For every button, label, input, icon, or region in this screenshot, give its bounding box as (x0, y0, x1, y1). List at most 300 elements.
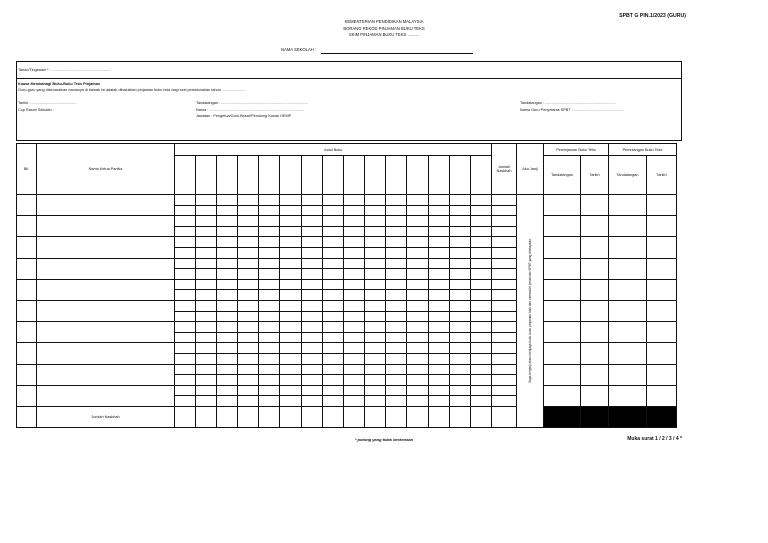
copies-cell[interactable] (280, 364, 302, 375)
copies-cell[interactable] (429, 237, 450, 248)
copies-cell[interactable] (344, 353, 365, 364)
copies-cell[interactable] (386, 195, 407, 206)
copies-cell[interactable] (238, 247, 259, 258)
copies-cell[interactable] (386, 226, 407, 237)
copies-cell[interactable] (217, 195, 238, 206)
copies-cell[interactable] (302, 279, 323, 290)
copies-cell[interactable] (386, 247, 407, 258)
total-copies-cell[interactable] (196, 406, 217, 427)
copies-cell[interactable] (302, 322, 323, 333)
copies-cell[interactable] (429, 279, 450, 290)
copies-cell[interactable] (386, 269, 407, 280)
total-copies-cell[interactable] (344, 406, 365, 427)
copies-cell[interactable] (471, 258, 492, 269)
copies-cell[interactable] (175, 332, 196, 343)
copies-cell[interactable] (471, 343, 492, 354)
issue-signature-cell[interactable] (544, 343, 581, 364)
copies-cell[interactable] (429, 322, 450, 333)
copies-cell[interactable] (196, 332, 217, 343)
copies-cell[interactable] (302, 195, 323, 206)
total-cell[interactable] (492, 385, 517, 396)
copies-cell[interactable] (175, 195, 196, 206)
copies-cell[interactable] (344, 311, 365, 322)
copies-cell[interactable] (280, 269, 302, 280)
copies-cell[interactable] (217, 269, 238, 280)
copies-cell[interactable] (280, 353, 302, 364)
copies-cell[interactable] (407, 237, 429, 248)
return-signature-cell[interactable] (609, 300, 647, 321)
copies-cell[interactable] (280, 385, 302, 396)
copies-cell[interactable] (365, 290, 386, 301)
copies-cell[interactable] (429, 195, 450, 206)
copies-cell[interactable] (365, 237, 386, 248)
copies-cell[interactable] (344, 385, 365, 396)
copies-cell[interactable] (344, 290, 365, 301)
issue-signature-cell[interactable] (544, 385, 581, 406)
copies-cell[interactable] (323, 353, 344, 364)
copies-cell[interactable] (407, 269, 429, 280)
copies-cell[interactable] (238, 375, 259, 386)
return-signature-cell[interactable] (609, 195, 647, 216)
copies-cell[interactable] (196, 216, 217, 227)
copies-cell[interactable] (175, 311, 196, 322)
return-date-cell[interactable] (647, 322, 677, 343)
return-date-cell[interactable] (647, 216, 677, 237)
total-cell[interactable] (492, 322, 517, 333)
copies-cell[interactable] (238, 322, 259, 333)
issue-signature-cell[interactable] (544, 279, 581, 300)
copies-cell[interactable] (407, 205, 429, 216)
copies-cell[interactable] (217, 290, 238, 301)
issue-date-cell[interactable] (581, 237, 609, 258)
bil-cell[interactable] (17, 258, 37, 279)
copies-cell[interactable] (471, 385, 492, 396)
copies-cell[interactable] (365, 269, 386, 280)
copies-cell[interactable] (344, 258, 365, 269)
copies-cell[interactable] (407, 216, 429, 227)
copies-cell[interactable] (471, 216, 492, 227)
copies-cell[interactable] (323, 322, 344, 333)
copies-cell[interactable] (238, 269, 259, 280)
total-cell[interactable] (492, 226, 517, 237)
copies-cell[interactable] (280, 216, 302, 227)
copies-cell[interactable] (450, 237, 471, 248)
copies-cell[interactable] (196, 353, 217, 364)
copies-cell[interactable] (386, 237, 407, 248)
copies-cell[interactable] (450, 332, 471, 343)
total-cell[interactable] (492, 343, 517, 354)
copies-cell[interactable] (471, 205, 492, 216)
coordinator-signature-field[interactable]: Tandatangan : .................................................................. (520, 101, 615, 105)
copies-cell[interactable] (217, 258, 238, 269)
copies-cell[interactable] (238, 332, 259, 343)
copies-cell[interactable] (196, 290, 217, 301)
copies-cell[interactable] (302, 300, 323, 311)
copies-cell[interactable] (175, 353, 196, 364)
copies-cell[interactable] (365, 375, 386, 386)
copies-cell[interactable] (386, 279, 407, 290)
copies-cell[interactable] (196, 375, 217, 386)
book-title-cell[interactable] (238, 156, 259, 195)
copies-cell[interactable] (344, 396, 365, 407)
total-cell[interactable] (492, 205, 517, 216)
copies-cell[interactable] (386, 290, 407, 301)
copies-cell[interactable] (429, 396, 450, 407)
copies-cell[interactable] (323, 364, 344, 375)
copies-cell[interactable] (323, 216, 344, 227)
copies-cell[interactable] (471, 226, 492, 237)
copies-cell[interactable] (386, 311, 407, 322)
copies-cell[interactable] (238, 237, 259, 248)
copies-cell[interactable] (259, 205, 280, 216)
copies-cell[interactable] (471, 353, 492, 364)
copies-cell[interactable] (429, 216, 450, 227)
total-cell[interactable] (492, 353, 517, 364)
copies-cell[interactable] (196, 322, 217, 333)
copies-cell[interactable] (302, 343, 323, 354)
copies-cell[interactable] (196, 226, 217, 237)
copies-cell[interactable] (302, 364, 323, 375)
copies-cell[interactable] (175, 247, 196, 258)
copies-cell[interactable] (217, 279, 238, 290)
copies-cell[interactable] (259, 279, 280, 290)
copies-cell[interactable] (471, 247, 492, 258)
copies-cell[interactable] (386, 385, 407, 396)
book-title-cell[interactable] (323, 156, 344, 195)
copies-cell[interactable] (323, 205, 344, 216)
copies-cell[interactable] (450, 343, 471, 354)
copies-cell[interactable] (365, 279, 386, 290)
copies-cell[interactable] (175, 258, 196, 269)
name-cell[interactable] (37, 279, 175, 300)
copies-cell[interactable] (344, 300, 365, 311)
copies-cell[interactable] (217, 385, 238, 396)
copies-cell[interactable] (386, 205, 407, 216)
copies-cell[interactable] (429, 226, 450, 237)
copies-cell[interactable] (217, 300, 238, 311)
copies-cell[interactable] (302, 226, 323, 237)
copies-cell[interactable] (323, 290, 344, 301)
copies-cell[interactable] (471, 322, 492, 333)
bil-cell[interactable] (17, 195, 37, 216)
copies-cell[interactable] (302, 205, 323, 216)
total-cell[interactable] (492, 364, 517, 375)
copies-cell[interactable] (238, 290, 259, 301)
copies-cell[interactable] (259, 300, 280, 311)
total-copies-cell[interactable] (238, 406, 259, 427)
return-date-cell[interactable] (647, 237, 677, 258)
copies-cell[interactable] (386, 216, 407, 227)
copies-cell[interactable] (407, 258, 429, 269)
total-copies-cell[interactable] (471, 406, 492, 427)
copies-cell[interactable] (196, 258, 217, 269)
copies-cell[interactable] (175, 300, 196, 311)
copies-cell[interactable] (302, 332, 323, 343)
copies-cell[interactable] (344, 216, 365, 227)
copies-cell[interactable] (471, 300, 492, 311)
return-signature-cell[interactable] (609, 258, 647, 279)
book-title-cell[interactable] (344, 156, 365, 195)
copies-cell[interactable] (407, 396, 429, 407)
book-title-cell[interactable] (259, 156, 280, 195)
name-cell[interactable] (37, 216, 175, 237)
return-signature-cell[interactable] (609, 343, 647, 364)
copies-cell[interactable] (323, 258, 344, 269)
copies-cell[interactable] (365, 385, 386, 396)
copies-cell[interactable] (302, 269, 323, 280)
copies-cell[interactable] (450, 195, 471, 206)
copies-cell[interactable] (196, 311, 217, 322)
bil-cell[interactable] (17, 343, 37, 364)
copies-cell[interactable] (217, 375, 238, 386)
copies-cell[interactable] (323, 343, 344, 354)
copies-cell[interactable] (175, 364, 196, 375)
issue-date-cell[interactable] (581, 258, 609, 279)
copies-cell[interactable] (175, 279, 196, 290)
copies-cell[interactable] (323, 269, 344, 280)
copies-cell[interactable] (365, 195, 386, 206)
return-date-cell[interactable] (647, 279, 677, 300)
issue-signature-cell[interactable] (544, 364, 581, 385)
copies-cell[interactable] (302, 311, 323, 322)
issue-date-cell[interactable] (581, 300, 609, 321)
copies-cell[interactable] (280, 205, 302, 216)
copies-cell[interactable] (280, 237, 302, 248)
bil-cell[interactable] (17, 279, 37, 300)
copies-cell[interactable] (407, 353, 429, 364)
copies-cell[interactable] (323, 375, 344, 386)
copies-cell[interactable] (217, 205, 238, 216)
copies-cell[interactable] (280, 300, 302, 311)
copies-cell[interactable] (175, 343, 196, 354)
copies-cell[interactable] (429, 290, 450, 301)
total-cell[interactable] (492, 290, 517, 301)
total-cell[interactable] (492, 216, 517, 227)
copies-cell[interactable] (429, 343, 450, 354)
total-copies-cell[interactable] (217, 406, 238, 427)
copies-cell[interactable] (196, 343, 217, 354)
name-cell[interactable] (37, 364, 175, 385)
copies-cell[interactable] (280, 195, 302, 206)
total-cell[interactable] (492, 237, 517, 248)
copies-cell[interactable] (280, 258, 302, 269)
return-signature-cell[interactable] (609, 237, 647, 258)
copies-cell[interactable] (407, 332, 429, 343)
copies-cell[interactable] (280, 375, 302, 386)
total-copies-cell[interactable] (429, 406, 450, 427)
copies-cell[interactable] (471, 279, 492, 290)
bil-cell[interactable] (17, 364, 37, 385)
copies-cell[interactable] (450, 385, 471, 396)
book-title-cell[interactable] (407, 156, 429, 195)
copies-cell[interactable] (407, 195, 429, 206)
copies-cell[interactable] (238, 311, 259, 322)
total-cell[interactable] (492, 332, 517, 343)
copies-cell[interactable] (259, 269, 280, 280)
copies-cell[interactable] (280, 311, 302, 322)
copies-cell[interactable] (407, 279, 429, 290)
copies-cell[interactable] (323, 279, 344, 290)
copies-cell[interactable] (259, 353, 280, 364)
copies-cell[interactable] (429, 353, 450, 364)
copies-cell[interactable] (365, 322, 386, 333)
bil-cell[interactable] (17, 237, 37, 258)
copies-cell[interactable] (280, 332, 302, 343)
issue-date-cell[interactable] (581, 385, 609, 406)
copies-cell[interactable] (217, 216, 238, 227)
copies-cell[interactable] (365, 332, 386, 343)
book-title-cell[interactable] (471, 156, 492, 195)
copies-cell[interactable] (365, 300, 386, 311)
total-copies-cell[interactable] (302, 406, 323, 427)
copies-cell[interactable] (429, 375, 450, 386)
copies-cell[interactable] (429, 385, 450, 396)
copies-cell[interactable] (323, 332, 344, 343)
copies-cell[interactable] (259, 216, 280, 227)
copies-cell[interactable] (365, 205, 386, 216)
copies-cell[interactable] (429, 258, 450, 269)
copies-cell[interactable] (238, 226, 259, 237)
copies-cell[interactable] (344, 226, 365, 237)
copies-cell[interactable] (429, 311, 450, 322)
copies-cell[interactable] (471, 237, 492, 248)
copies-cell[interactable] (450, 205, 471, 216)
copies-cell[interactable] (429, 247, 450, 258)
bil-cell[interactable] (17, 322, 37, 343)
copies-cell[interactable] (217, 364, 238, 375)
copies-cell[interactable] (471, 195, 492, 206)
total-copies-cell[interactable] (407, 406, 429, 427)
copies-cell[interactable] (259, 364, 280, 375)
book-title-cell[interactable] (217, 156, 238, 195)
copies-cell[interactable] (217, 226, 238, 237)
copies-cell[interactable] (196, 364, 217, 375)
copies-cell[interactable] (450, 322, 471, 333)
copies-cell[interactable] (407, 322, 429, 333)
copies-cell[interactable] (175, 216, 196, 227)
copies-cell[interactable] (471, 269, 492, 280)
copies-cell[interactable] (386, 343, 407, 354)
date-field[interactable]: Tarikh : ........................................... (18, 101, 77, 105)
copies-cell[interactable] (217, 332, 238, 343)
copies-cell[interactable] (175, 385, 196, 396)
total-cell[interactable] (492, 300, 517, 311)
copies-cell[interactable] (259, 237, 280, 248)
copies-cell[interactable] (259, 226, 280, 237)
copies-cell[interactable] (238, 364, 259, 375)
return-date-cell[interactable] (647, 364, 677, 385)
copies-cell[interactable] (471, 290, 492, 301)
copies-cell[interactable] (344, 322, 365, 333)
copies-cell[interactable] (365, 216, 386, 227)
copies-cell[interactable] (217, 247, 238, 258)
total-copies-cell[interactable] (450, 406, 471, 427)
copies-cell[interactable] (365, 226, 386, 237)
copies-cell[interactable] (386, 353, 407, 364)
copies-cell[interactable] (365, 364, 386, 375)
copies-cell[interactable] (471, 332, 492, 343)
issue-signature-cell[interactable] (544, 237, 581, 258)
copies-cell[interactable] (175, 237, 196, 248)
copies-cell[interactable] (407, 247, 429, 258)
copies-cell[interactable] (429, 205, 450, 216)
copies-cell[interactable] (280, 290, 302, 301)
name-cell[interactable] (37, 343, 175, 364)
copies-cell[interactable] (429, 332, 450, 343)
return-date-cell[interactable] (647, 258, 677, 279)
copies-cell[interactable] (450, 258, 471, 269)
copies-cell[interactable] (471, 364, 492, 375)
copies-cell[interactable] (450, 290, 471, 301)
total-cell[interactable] (492, 258, 517, 269)
return-signature-cell[interactable] (609, 216, 647, 237)
copies-cell[interactable] (196, 385, 217, 396)
book-title-cell[interactable] (302, 156, 323, 195)
return-date-cell[interactable] (647, 300, 677, 321)
copies-cell[interactable] (365, 343, 386, 354)
total-cell[interactable] (492, 247, 517, 258)
copies-cell[interactable] (302, 385, 323, 396)
principal-signature-field[interactable]: Tandatangan : .................................................................................. (196, 101, 308, 105)
copies-cell[interactable] (196, 300, 217, 311)
total-copies-cell[interactable] (259, 406, 280, 427)
copies-cell[interactable] (429, 364, 450, 375)
copies-cell[interactable] (344, 375, 365, 386)
copies-cell[interactable] (386, 300, 407, 311)
copies-cell[interactable] (280, 322, 302, 333)
copies-cell[interactable] (196, 247, 217, 258)
copies-cell[interactable] (259, 332, 280, 343)
copies-cell[interactable] (175, 396, 196, 407)
copies-cell[interactable] (259, 322, 280, 333)
copies-cell[interactable] (323, 237, 344, 248)
copies-cell[interactable] (344, 269, 365, 280)
copies-cell[interactable] (196, 396, 217, 407)
name-cell[interactable] (37, 258, 175, 279)
copies-cell[interactable] (238, 205, 259, 216)
issue-signature-cell[interactable] (544, 322, 581, 343)
copies-cell[interactable] (196, 269, 217, 280)
copies-cell[interactable] (365, 396, 386, 407)
issue-signature-cell[interactable] (544, 195, 581, 216)
copies-cell[interactable] (175, 322, 196, 333)
name-cell[interactable] (37, 385, 175, 406)
return-signature-cell[interactable] (609, 322, 647, 343)
copies-cell[interactable] (344, 195, 365, 206)
copies-cell[interactable] (450, 279, 471, 290)
copies-cell[interactable] (259, 375, 280, 386)
copies-cell[interactable] (217, 353, 238, 364)
copies-cell[interactable] (407, 343, 429, 354)
book-title-cell[interactable] (280, 156, 302, 195)
copies-cell[interactable] (196, 195, 217, 206)
year-level-field[interactable]: Tahun/Tingkatan * : ........................................................ (18, 68, 111, 72)
copies-cell[interactable] (302, 247, 323, 258)
copies-cell[interactable] (259, 290, 280, 301)
copies-cell[interactable] (302, 237, 323, 248)
name-cell[interactable] (37, 322, 175, 343)
copies-cell[interactable] (450, 247, 471, 258)
copies-cell[interactable] (471, 375, 492, 386)
copies-cell[interactable] (450, 396, 471, 407)
copies-cell[interactable] (238, 353, 259, 364)
copies-cell[interactable] (407, 300, 429, 311)
copies-cell[interactable] (302, 216, 323, 227)
copies-cell[interactable] (259, 343, 280, 354)
return-signature-cell[interactable] (609, 279, 647, 300)
copies-cell[interactable] (323, 226, 344, 237)
copies-cell[interactable] (259, 385, 280, 396)
